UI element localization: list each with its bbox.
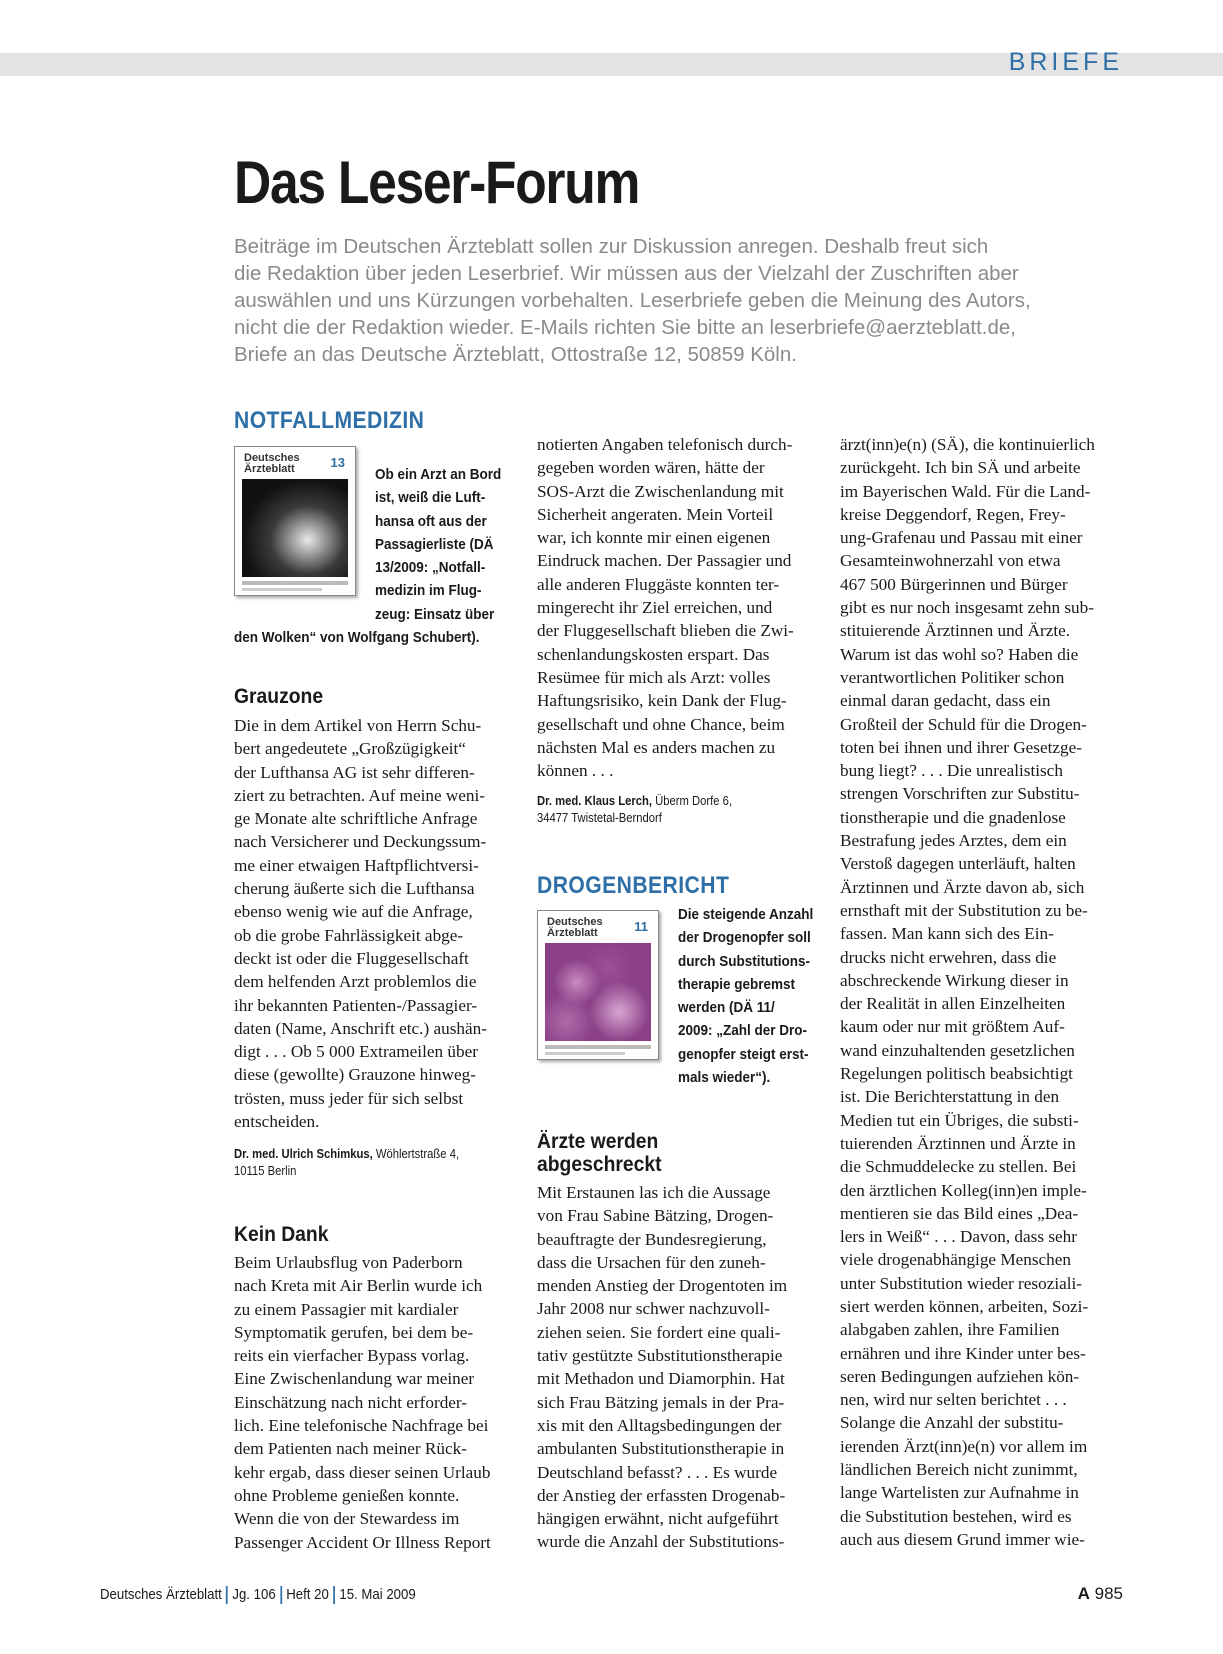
- intro-line: die Redaktion über jeden Leserbrief. Wir müssen aus der Vielzahl der Zuschriften aber: [234, 262, 1019, 285]
- category-notfallmedizin: NOTFALLMEDIZIN: [234, 407, 425, 434]
- text-line: im Bayerischen Wald. Für die Land-: [840, 481, 1091, 501]
- text-line: Verstoß dagegen unterläuft, halten: [840, 854, 1076, 874]
- text-line: Symptomatik gerufen, bei dem be-: [234, 1322, 474, 1342]
- text-line: ebenso wenig wie auf die Anfrage,: [234, 902, 473, 922]
- text-line: kehr ergab, dass dieser seinen Urlaub: [234, 1462, 491, 1482]
- text-line: ernsthaft mit der Substitution zu be-: [840, 900, 1088, 920]
- text-line: ihr bekannten Patienten-/Passagier-: [234, 995, 478, 1015]
- teaser-line: ist, weiß die Luft-: [375, 489, 486, 507]
- text-line: zu einem Passagier mit kardialer: [234, 1299, 459, 1319]
- text-line: lange Wartelisten zur Aufnahme in: [840, 1483, 1079, 1503]
- letter-body-continued: [840, 433, 1095, 1551]
- text-line: gegeben worden wären, hätte der: [537, 458, 765, 478]
- text-line: tionstherapie und die gnadenlose: [840, 807, 1066, 827]
- text-line: entscheiden.: [234, 1112, 320, 1132]
- text-line: 467 500 Bürgerinnen und Bürger: [840, 574, 1068, 594]
- text-line: mit Methadon und Diamorphin. Hat: [537, 1369, 785, 1389]
- cover-masthead: Deutsches Ärzteblatt: [244, 452, 300, 475]
- text-line: Gesamteinwohnerzahl von etwa: [840, 551, 1061, 571]
- text-line: bert angedeutete „Großzügigkeit“: [234, 739, 466, 759]
- text-line: Beim Urlaubsflug von Paderborn: [234, 1253, 463, 1272]
- teaser-line: Die steigende Anzahl: [678, 906, 814, 923]
- footer-date: 15. Mai 2009: [339, 1586, 416, 1603]
- intro-text: [234, 233, 1134, 368]
- text-line: bung liegt? . . . Die unrealistisch: [840, 761, 1063, 781]
- text-line: ziert zu betrachten. Auf meine weni-: [234, 785, 486, 805]
- teaser-notfallmedizin: [234, 463, 524, 649]
- teaser-line: durch Substitutions-: [678, 952, 810, 970]
- text-line: ärzt(inn)e(n) (SÄ), die kontinuierlich: [840, 435, 1095, 454]
- footer-volume: Jg. 106: [232, 1586, 276, 1603]
- cover-image: [545, 943, 651, 1041]
- text-line: unter Substitution wieder resoziali-: [840, 1273, 1083, 1293]
- teaser-line: medizin im Flug-: [375, 582, 482, 600]
- intro-line: nicht die der Redaktion wieder. E-Mails richten Sie bitte an leserbriefe@aerzteblatt.de,: [234, 316, 1016, 339]
- text-line: hängigen erwähnt, nicht aufgeführt: [537, 1509, 779, 1529]
- text-line: sich Frau Bätzing jemals in der Pra-: [537, 1392, 785, 1412]
- intro-line: Briefe an das Deutsche Ärzteblatt, Ottostraße 12, 50859 Köln.: [234, 343, 797, 366]
- text-line: toten bei ihnen und ihrer Gesetzge-: [840, 737, 1082, 757]
- teaser-line: therapie gebremst: [678, 975, 796, 993]
- text-line: den ärztlichen Kolleg(inn)en imple-: [840, 1180, 1087, 1200]
- page-title: Das Leser-Forum: [234, 149, 640, 216]
- page-footer: [100, 1586, 416, 1604]
- teaser-line: 2009: „Zahl der Dro-: [678, 1022, 808, 1040]
- teaser-line: den Wolken“ von Wolfgang Schubert).: [234, 629, 480, 647]
- teaser-line: 13/2009: „Notfall-: [375, 559, 486, 577]
- text-line: stituierende Ärztinnen und Ärzte.: [840, 621, 1071, 641]
- text-line: viele drogenabhängige Menschen: [840, 1250, 1071, 1270]
- text-line: ambulanten Substitutionstherapie in: [537, 1439, 785, 1459]
- teaser-line: genopfer steigt erst-: [678, 1045, 809, 1063]
- cover-masthead: Deutsches Ärzteblatt: [547, 916, 603, 939]
- text-line: ohne Probleme genießen konnte.: [234, 1485, 460, 1505]
- text-line: nach Versicherer und Deckungssum-: [234, 832, 487, 852]
- letter-body-grauzone: [234, 714, 487, 1133]
- text-line: dem Patienten nach meiner Rück-: [234, 1439, 467, 1459]
- teaser-line: hansa oft aus der: [375, 512, 487, 530]
- text-line: Sicherheit angeraten. Mein Vorteil: [537, 504, 774, 524]
- teaser-line: mals wieder“).: [678, 1069, 771, 1087]
- cover-issue-number: 11: [634, 919, 648, 934]
- teaser-line: werden (DÄ 11/: [678, 999, 775, 1017]
- text-line: nach Kreta mit Air Berlin wurde ich: [234, 1276, 483, 1296]
- page-number: A 985: [1077, 1584, 1123, 1603]
- intro-line: auswählen und uns Kürzungen vorbehalten. Leserbriefe geben die Meinung des Autors,: [234, 289, 1031, 312]
- text-line: gesellschaft und ohne Chance, beim: [537, 714, 785, 734]
- text-line: können . . .: [537, 761, 614, 781]
- letter-body-kein-dank: [234, 1251, 491, 1554]
- text-line: Eindruck machen. Der Passagier und: [537, 551, 792, 571]
- footer-journal: Deutsches Ärzteblatt: [100, 1586, 222, 1603]
- text-line: kreise Deggendorf, Regen, Frey-: [840, 504, 1066, 524]
- text-line: ziehen seien. Sie fordert eine quali-: [537, 1322, 781, 1342]
- text-line: reits ein vierfacher Bypass vorlag.: [234, 1346, 470, 1366]
- teaser-line: Ob ein Arzt an Bord: [375, 466, 502, 483]
- text-line: lers in Weiß“ . . . Davon, dass sehr: [840, 1227, 1077, 1247]
- text-line: schenlandungskosten erspart. Das: [537, 644, 770, 664]
- text-line: drucks nicht erwehren, dass die: [840, 947, 1057, 967]
- teaser-drogenbericht: [678, 903, 828, 1089]
- text-line: digt . . . Ob 5 000 Extrameilen über: [234, 1042, 478, 1062]
- footer-issue: Heft 20: [286, 1586, 329, 1603]
- text-line: der Lufthansa AG ist sehr differen-: [234, 762, 475, 782]
- text-line: Resümee für mich als Arzt: volles: [537, 667, 771, 687]
- text-line: ob die grobe Fahrlässigkeit abge-: [234, 925, 464, 945]
- text-line: ernähren und ihre Kinder unter bes-: [840, 1343, 1086, 1363]
- text-line: fassen. Man kann sich des Ein-: [840, 924, 1054, 944]
- text-line: ge Monate alte schriftliche Anfrage: [234, 809, 478, 829]
- text-line: abschreckende Wirkung dieser in: [840, 970, 1069, 990]
- text-line: Regelungen politisch beabsichtigt: [840, 1064, 1073, 1084]
- text-line: Mit Erstaunen las ich die Aussage: [537, 1183, 771, 1202]
- text-line: nen, wird nur selten berichtet . . .: [840, 1390, 1067, 1410]
- text-line: alabgaben zahlen, ihre Familien: [840, 1320, 1060, 1340]
- letter-heading-kein-dank: Kein Dank: [234, 1223, 329, 1246]
- text-line: Einschätzung nach nicht erforder-: [234, 1392, 468, 1412]
- text-line: daten (Name, Anschrift etc.) aushän-: [234, 1018, 487, 1038]
- text-line: dass die Ursachen für den zuneh-: [537, 1252, 766, 1272]
- text-line: deckt ist oder die Fluggesellschaft: [234, 948, 469, 968]
- text-line: kaum oder nur mit größtem Auf-: [840, 1017, 1065, 1037]
- text-line: lich. Eine telefonische Nachfrage bei: [234, 1416, 489, 1436]
- teaser-line: der Drogenopfer soll: [678, 929, 811, 947]
- text-line: trösten, muss jeder für sich selbst: [234, 1088, 464, 1108]
- text-line: ung-Grafenau und Passau mit einer: [840, 528, 1083, 548]
- text-line: ierenden Ärzt(inn)e(n) vor allem im: [840, 1436, 1088, 1456]
- text-line: alle anderen Fluggäste konnten ter-: [537, 574, 780, 594]
- letter-body-kein-dank-continued: [537, 433, 794, 782]
- text-line: SOS-Arzt die Zwischenlandung mit: [537, 481, 784, 501]
- text-line: der Anstieg der erfassten Drogenab-: [537, 1485, 786, 1505]
- text-line: auch aus diesem Grund immer wie-: [840, 1529, 1085, 1549]
- text-line: seren Bedingungen aufziehen kön-: [840, 1366, 1080, 1386]
- text-line: Wenn die von der Stewardess im: [234, 1509, 460, 1529]
- text-line: diese (gewollte) Grauzone hinweg-: [234, 1065, 476, 1085]
- letter-heading-grauzone: Grauzone: [234, 685, 324, 708]
- text-line: wand einzuhaltenden gesetzlichen: [840, 1040, 1075, 1060]
- text-line: verantwortlichen Politiker schon: [840, 667, 1065, 687]
- text-line: xis mit den Alltagsbedingungen der: [537, 1415, 782, 1435]
- text-line: einmal daran gedacht, dass ein: [840, 691, 1051, 711]
- text-line: ist. Die Berichterstattung in den: [840, 1087, 1060, 1107]
- text-line: war, ich konnte mir einen eigenen: [537, 528, 771, 548]
- text-line: gibt es nur noch insgesamt zehn sub-: [840, 598, 1094, 618]
- text-line: Medien tut ein Übriges, die substi-: [840, 1110, 1079, 1130]
- text-line: wurde die Anzahl der Substitutions-: [537, 1532, 785, 1552]
- text-line: mingerecht ihr Ziel erreichen, und: [537, 598, 773, 618]
- text-line: die Schmuddelecke zu stellen. Bei: [840, 1157, 1077, 1177]
- text-line: die Substitution bestehen, wird es: [840, 1506, 1072, 1526]
- cover-issue-number: 13: [330, 455, 345, 470]
- text-line: me einer etwaigen Haftpflichtversi-: [234, 855, 479, 875]
- letter-body-aerzte-werden-abgeschreckt: [537, 1181, 787, 1554]
- section-label: BRIEFE: [1008, 48, 1123, 76]
- text-line: tativ gestützte Substitutionstherapie: [537, 1346, 783, 1366]
- text-line: Warum ist das wohl so? Haben die: [840, 644, 1079, 664]
- text-line: dem helfenden Arzt problemlos die: [234, 972, 477, 992]
- intro-line: Beiträge im Deutschen Ärzteblatt sollen zur Diskussion anregen. Deshalb freut sich: [234, 235, 989, 258]
- text-line: menden Anstieg der Drogentoten im: [537, 1276, 788, 1296]
- text-line: tuierenden Ärztinnen und Ärzte in: [840, 1133, 1076, 1153]
- letter-heading-aerzte-werden-abgeschreckt: Ärzte werden abgeschreckt: [537, 1130, 662, 1176]
- text-line: siert werden können, arbeiten, Sozi-: [840, 1296, 1089, 1316]
- text-line: Deutschland befasst? . . . Es wurde: [537, 1462, 778, 1482]
- text-line: zurückgeht. Ich bin SÄ und arbeite: [840, 458, 1081, 478]
- magazine-cover-11: [537, 910, 659, 1060]
- text-line: der Realität in allen Einzelheiten: [840, 994, 1066, 1014]
- text-line: ländlichen Bereich nicht zunimmt,: [840, 1460, 1078, 1480]
- teaser-line: zeug: Einsatz über: [375, 605, 495, 623]
- text-line: Jahr 2008 nur schwer nachzuvoll-: [537, 1299, 770, 1319]
- text-line: nächsten Mal es anders machen zu: [537, 737, 776, 757]
- text-line: notierten Angaben telefonisch durch-: [537, 435, 793, 454]
- category-drogenbericht: DROGENBERICHT: [537, 872, 730, 899]
- text-line: cherung äußerte sich die Lufthansa: [234, 879, 475, 899]
- letter-signature-lerch: Dr. med. Klaus Lerch, Überm Dorfe 6, 34477 Twistetal-Berndorf: [537, 794, 733, 825]
- text-line: strengen Vorschriften zur Substitu-: [840, 784, 1080, 804]
- text-line: Bestrafung jedes Arztes, dem ein: [840, 831, 1067, 851]
- teaser-line: Passagierliste (DÄ: [375, 535, 494, 553]
- letter-signature-schimkus: Dr. med. Ulrich Schimkus, Wöhlertstraße 4, 10115 Berlin: [234, 1147, 460, 1178]
- text-line: Ärztinnen und Ärzte davon ab, sich: [840, 877, 1085, 897]
- text-line: von Frau Sabine Bätzing, Drogen-: [537, 1206, 774, 1226]
- text-line: Großteil der Schuld für die Drogen-: [840, 714, 1087, 734]
- text-line: der Fluggesellschaft blieben die Zwi-: [537, 621, 794, 641]
- text-line: Solange die Anzahl der substitu-: [840, 1413, 1064, 1433]
- text-line: beauftragte der Bundesregierung,: [537, 1229, 767, 1249]
- text-line: Haftungsrisiko, kein Dank der Flug-: [537, 691, 787, 711]
- text-line: Die in dem Artikel von Herrn Schu-: [234, 716, 482, 735]
- text-line: Eine Zwischenlandung war meiner: [234, 1369, 475, 1389]
- text-line: Passenger Accident Or Illness Report: [234, 1532, 491, 1552]
- text-line: mentieren sie das Bild eines „Dea-: [840, 1203, 1079, 1223]
